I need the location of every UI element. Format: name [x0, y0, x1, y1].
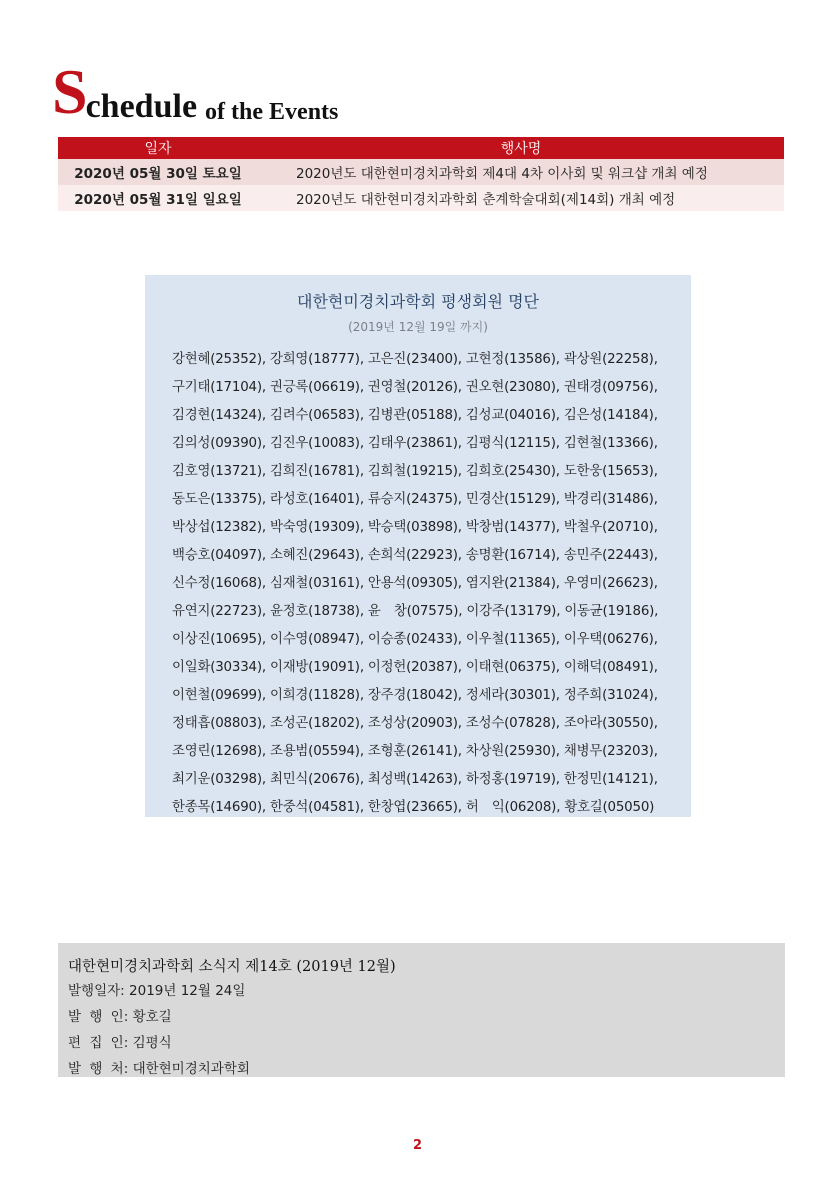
members-line: 이일화(30334), 이재방(19091), 이정헌(20387), 이태현(06375), 이해덕(08491), — [172, 660, 658, 675]
event-date: 2020년 05월 31일 일요일 — [58, 185, 258, 211]
office-line — [68, 1056, 785, 1082]
publisher-value: 황호길 — [132, 1009, 172, 1025]
members-line: 김경현(14324), 김려수(06583), 김병관(05188), 김성교(04016), 김은성(14184), — [172, 408, 658, 423]
members-list — [145, 346, 691, 822]
members-line: 최기운(03298), 최민식(20676), 최성백(14263), 하정홍(19719), 한정민(14121), — [172, 772, 658, 787]
newsletter-info-box — [58, 943, 785, 1077]
members-title: 대한현미경치과학회 평생회원 명단 — [296, 292, 539, 311]
issue-date-label: 발행일자: — [68, 983, 125, 999]
table-row — [58, 159, 784, 185]
members-line: 정태흡(08803), 조성곤(18202), 조성상(20903), 조성수(07828), 조아라(30550), — [172, 716, 658, 731]
schedule-table — [58, 137, 784, 211]
members-line: 백승호(04097), 소혜진(29643), 손희석(22923), 송명환(16714), 송민주(22443), — [172, 548, 658, 563]
editor-line — [68, 1030, 785, 1056]
editor-label: 편 집 인: — [68, 1035, 129, 1051]
members-line: 유연지(22723), 윤정호(18738), 윤 창(07575), 이강주(13179), 이동균(19186), — [172, 604, 659, 619]
newsletter-title: 대한현미경치과학회 소식지 제14호 (2019년 12월) — [68, 959, 396, 975]
members-line: 이현철(09699), 이희경(11828), 장주경(18042), 정세라(30301), 정주희(31024), — [172, 688, 658, 703]
issue-date-value: 2019년 12월 24일 — [129, 983, 246, 999]
event-date: 2020년 05월 30일 토요일 — [58, 159, 258, 185]
members-line: 김의성(09390), 김진우(10083), 김태우(23861), 김평식(12115), 김현철(13366), — [172, 436, 658, 451]
members-box — [145, 275, 691, 817]
title-main: chedule — [85, 88, 198, 125]
column-header-event: 행사명 — [258, 137, 784, 159]
schedule-header-row — [58, 137, 784, 159]
editor-value: 김평식 — [132, 1035, 172, 1051]
members-line: 박상섭(12382), 박숙영(19309), 박승택(03898), 박창범(14377), 박철우(20710), — [172, 520, 658, 535]
office-value: 대한현미경치과학회 — [132, 1061, 250, 1077]
members-line: 조영린(12698), 조용범(05594), 조형훈(26141), 차상원(25930), 채병무(23203), — [172, 744, 658, 759]
members-line: 동도은(13375), 라성호(16401), 류승지(24375), 민경산(15129), 박경리(31486), — [172, 492, 658, 507]
publisher-label: 발 행 인: — [68, 1009, 129, 1025]
column-header-date: 일자 — [58, 137, 258, 159]
members-line: 한종목(14690), 한중석(04581), 한창엽(23665), 허 익(06208), 황호길(05050) — [172, 800, 655, 815]
members-line: 구기태(17104), 권긍록(06619), 권영철(20126), 권오현(23080), 권태경(09756), — [172, 380, 658, 395]
members-line: 강현혜(25352), 강희영(18777), 고은진(23400), 고현정(13586), 곽상원(22258), — [172, 352, 658, 367]
event-name: 2020년도 대한현미경치과학회 제4대 4차 이사회 및 워크샵 개최 예정 — [258, 159, 784, 185]
members-line: 신수정(16068), 심재철(03161), 안용석(09305), 염지완(21384), 우영미(26623), — [172, 576, 658, 591]
page-title — [52, 56, 339, 127]
publisher-line — [68, 1004, 785, 1030]
title-sub: of the Events — [205, 99, 339, 125]
page-number: 2 — [412, 1138, 423, 1153]
members-line: 김호영(13721), 김희진(16781), 김희철(19215), 김희호(25430), 도한웅(15653), — [172, 464, 658, 479]
issue-date-line — [68, 978, 785, 1004]
event-name: 2020년도 대한현미경치과학회 춘계학술대회(제14회) 개최 예정 — [258, 185, 784, 211]
members-line: 이상진(10695), 이수영(08947), 이승종(02433), 이우철(11365), 이우택(06276), — [172, 632, 658, 647]
table-row — [58, 185, 784, 211]
office-label: 발 행 처: — [68, 1061, 129, 1077]
title-initial: S — [52, 56, 88, 127]
members-subtitle: (2019년 12월 19일 까지) — [348, 320, 488, 334]
